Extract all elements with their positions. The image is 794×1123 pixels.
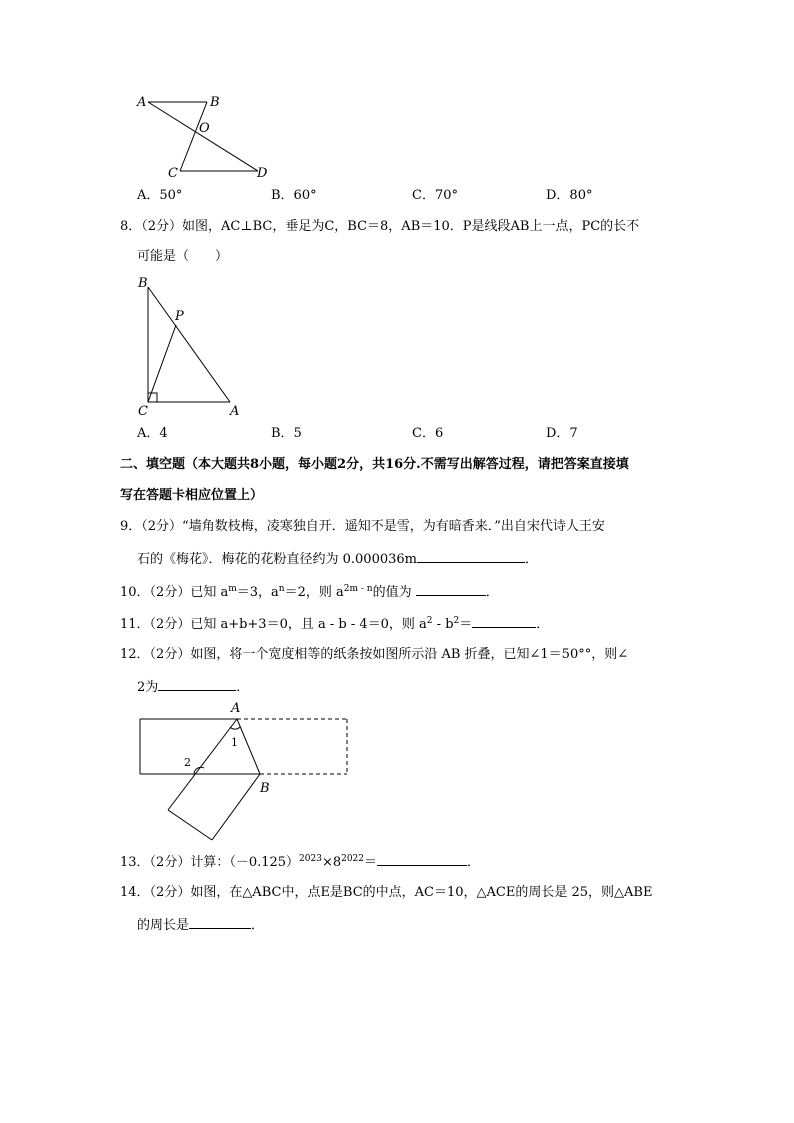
label-b: B [210, 95, 220, 110]
q8-option-c: C．6 [412, 426, 444, 441]
q12-end: ． [236, 680, 250, 695]
q7-option-d: D．80° [546, 188, 593, 203]
q10-pre: 10．（2分）已知 a [120, 585, 229, 600]
q11-pre: 11．（2分）已知 a+b+3＝0，且 a - b - 4＝0，则 a [120, 617, 427, 632]
q11-sup2: 2 [453, 616, 460, 626]
q14-text-line1: 14．（2分）如图，在△ABC中，点E是BC的中点，AC＝10，△ACE的周长是 25，则△ABE [120, 885, 653, 900]
q7-option-b: B．60° [271, 188, 317, 203]
q9-text-line2 [137, 550, 538, 568]
figure-q12 [130, 700, 360, 845]
q9-text: 石的《梅花》．梅花的花粉直径约为 0.000036m [137, 552, 417, 567]
q13-sup1: 2023 [299, 854, 322, 864]
q12-text-line1: 12．（2分）如图，将一个宽度相等的纸条按如图所示沿 AB 折叠，已知∠1＝50°°，则∠ [120, 647, 629, 662]
q10-mid2: ＝2，则 a [284, 585, 344, 600]
q10-end: ． [485, 585, 499, 600]
fold-edge-right [212, 774, 260, 840]
figure-q7 [130, 92, 280, 182]
q13-pre: 13．（2分）计算：（－0.125） [120, 855, 300, 870]
label-c: C [168, 166, 178, 181]
label-a: A [137, 95, 147, 110]
q13-mid: ×8 [321, 855, 342, 870]
q9-end: ． [525, 552, 539, 567]
fold-edge-left [168, 719, 237, 810]
q10-answer-blank[interactable] [416, 583, 486, 596]
q9-text-line1: 9．（2分）“墙角数枝梅，凌寒独自开．遥知不是雪，为有暗香来．”出自宋代诗人王安 [120, 519, 605, 534]
angle-1-arc [230, 727, 240, 729]
figure-q8 [130, 275, 250, 420]
q8-text-line2: 可能是（ ） [137, 249, 229, 264]
q11-answer-blank[interactable] [472, 615, 536, 628]
q12-text: 2为 [137, 680, 159, 695]
q13-end: ． [467, 855, 481, 870]
segment-ab [148, 287, 230, 402]
segment-pc [148, 325, 176, 402]
q7-option-c: C．70° [412, 188, 458, 203]
q11-post: ＝ [459, 617, 473, 632]
q10-sup-exp: 2m - n [343, 584, 373, 594]
label-b: B [260, 781, 270, 796]
q13-text [120, 853, 480, 871]
q14-text-line2 [137, 916, 264, 934]
label-c: C [138, 404, 148, 419]
q14-end: ． [251, 918, 265, 933]
fold-ab [237, 719, 260, 774]
label-a: A [230, 404, 240, 419]
q9-answer-blank[interactable] [417, 550, 525, 563]
q8-option-a: A．4 [137, 426, 168, 441]
q10-mid1: ＝3，a [236, 585, 279, 600]
q10-text [120, 583, 499, 601]
q7-option-a: A．50° [137, 188, 183, 203]
q11-sup1: 2 [426, 616, 433, 626]
q12-text-line2 [137, 678, 249, 696]
q8-option-b: B．5 [271, 426, 302, 441]
label-o: O [199, 121, 210, 136]
q10-post: 的值为 [372, 585, 412, 600]
q13-sup2: 2022 [341, 854, 365, 864]
label-a: A [231, 701, 241, 716]
q8-option-d: D．7 [546, 426, 578, 441]
fold-edge-end [168, 810, 212, 840]
q8-text-line1: 8．（2分）如图，AC⊥BC，垂足为C，BC＝8，AB＝10．P是线段AB上一点，PC的长不 [120, 219, 640, 234]
section2-heading-line2: 写在答题卡相应位置上） [120, 488, 264, 503]
q14-answer-blank[interactable] [189, 916, 251, 929]
q11-mid: - b [432, 617, 454, 632]
label-p: P [175, 309, 184, 324]
q10-sup-n: n [278, 584, 285, 594]
q12-answer-blank[interactable] [158, 678, 236, 691]
q13-answer-blank[interactable] [377, 853, 467, 866]
q14-text: 的周长是 [137, 918, 190, 933]
q10-sup-m: m [228, 584, 237, 594]
q13-post: ＝ [364, 855, 378, 870]
label-b: B [138, 276, 148, 291]
section2-heading-line1: 二、填空题（本大题共8小题，每小题2分，共16分.不需写出解答过程，请把答案直接填 [120, 457, 629, 472]
label-d: D [257, 166, 268, 181]
q11-text [120, 615, 549, 633]
label-angle-2: 2 [184, 756, 191, 769]
label-angle-1: 1 [231, 736, 238, 749]
q11-end: ． [536, 617, 550, 632]
